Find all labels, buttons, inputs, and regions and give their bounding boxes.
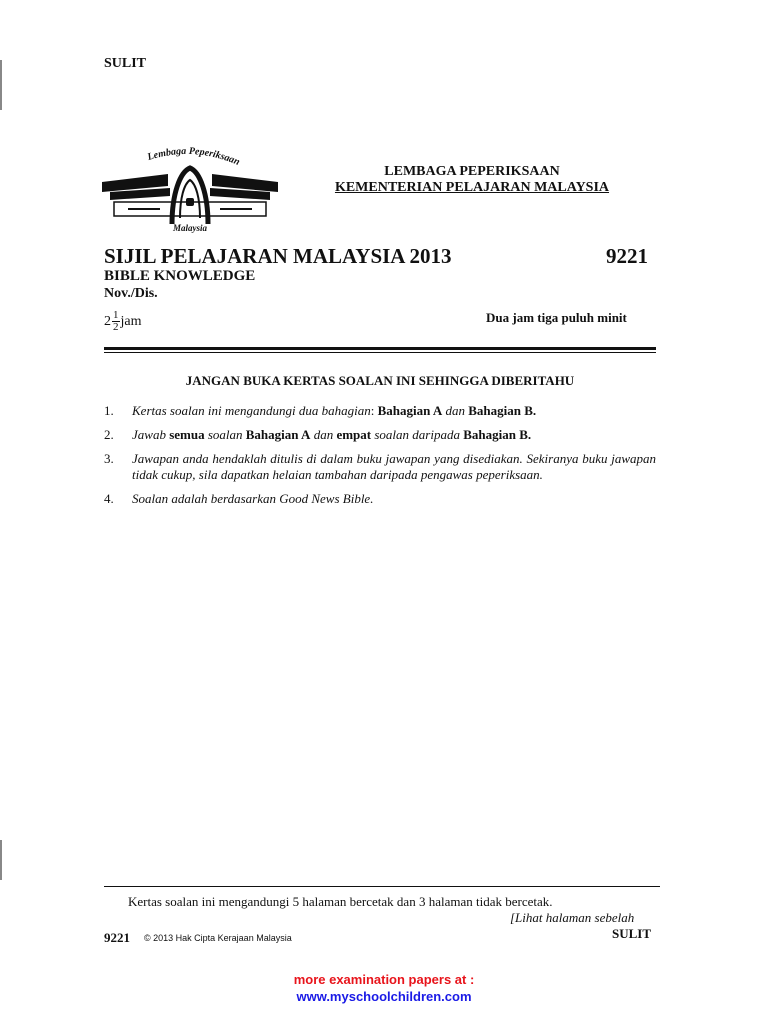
- exam-session: Nov./Dis.: [104, 286, 158, 301]
- logo-text-top: Lembaga Peperiksaan: [146, 145, 242, 168]
- board-line-1: LEMBAGA PEPERIKSAAN: [384, 164, 560, 179]
- instruction-text: dan: [310, 427, 337, 442]
- duration-fraction: [112, 310, 120, 333]
- instruction-text: dan: [442, 403, 469, 418]
- exam-title: SIJIL PELAJARAN MALAYSIA 2013: [104, 244, 452, 268]
- instruction-text: soalan daripada: [371, 427, 464, 442]
- header-divider-thick: [104, 347, 656, 350]
- duration-whole: 2: [104, 313, 111, 329]
- instruction-number: 1.: [104, 403, 114, 418]
- instruction-text: Jawab: [132, 427, 170, 442]
- instruction-emphasis: empat: [336, 427, 372, 442]
- instruction-item: [104, 451, 656, 483]
- instruction-text: .: [532, 403, 537, 418]
- header-divider-thin: [104, 352, 656, 353]
- scan-edge-mark: [0, 840, 2, 880]
- footer-paper-code: 9221: [104, 930, 130, 945]
- subject-name: BIBLE KNOWLEDGE: [104, 268, 256, 284]
- instruction-number: 4.: [104, 491, 114, 506]
- instruction-emphasis: semua: [169, 427, 205, 442]
- promo-website-link[interactable]: www.myschoolchildren.com: [296, 989, 472, 1004]
- instruction-item: [104, 491, 656, 507]
- footer-divider: [104, 886, 660, 887]
- promo-text: more examination papers at :: [293, 972, 475, 987]
- instruction-item: [104, 427, 656, 443]
- exam-board-name: [286, 164, 658, 196]
- duration-words: Dua jam tiga puluh minit: [486, 310, 627, 325]
- duration-numerator: 1: [113, 309, 119, 321]
- copyright-notice: © 2013 Hak Cipta Kerajaan Malaysia: [144, 933, 292, 943]
- svg-text:Lembaga Peperiksaan: [145, 146, 241, 168]
- classification-bottom: SULIT: [612, 926, 652, 941]
- instruction-text: Soalan adalah berdasarkan Good News Bible.: [132, 491, 374, 506]
- paper-code: 9221: [606, 244, 648, 268]
- logo-text-bottom: Malaysia: [172, 223, 208, 233]
- instruction-number: 2.: [104, 427, 114, 442]
- instruction-emphasis: Bahagian B: [463, 427, 528, 442]
- exam-board-logo: [100, 138, 280, 238]
- do-not-open-warning: JANGAN BUKA KERTAS SOALAN INI SEHINGGA DIBERITAHU: [185, 373, 575, 388]
- page-count-note: Kertas soalan ini mengandungi 5 halaman bercetak dan 3 halaman tidak bercetak.: [128, 894, 553, 909]
- instruction-text: .: [527, 427, 532, 442]
- instruction-text: Kertas soalan ini mengandungi dua bahagian: [132, 403, 371, 418]
- instructions-list: [104, 403, 656, 515]
- duration-short: [104, 310, 142, 333]
- duration-unit: jam: [120, 313, 142, 329]
- instruction-number: 3.: [104, 451, 114, 466]
- instruction-emphasis: Bahagian A: [245, 427, 311, 442]
- classification-top: SULIT: [104, 56, 147, 71]
- board-line-2: KEMENTERIAN PELAJARAN MALAYSIA: [334, 180, 610, 195]
- instruction-item: [104, 403, 656, 419]
- scan-edge-mark: [0, 60, 2, 110]
- instruction-text: :: [370, 403, 378, 418]
- duration-denominator: 2: [113, 321, 119, 333]
- next-page-note: [Lihat halaman sebelah: [510, 910, 635, 925]
- instruction-text: soalan: [204, 427, 246, 442]
- instruction-emphasis: Bahagian A: [377, 403, 443, 418]
- instruction-emphasis: Bahagian B: [468, 403, 533, 418]
- instruction-text: Jawapan anda hendaklah ditulis di dalam buku jawapan yang disediakan. Sekiranya buku jawapan tidak cukup, sila dapatkan helaian tambahan daripada pengawas peperiksaan.: [132, 451, 656, 482]
